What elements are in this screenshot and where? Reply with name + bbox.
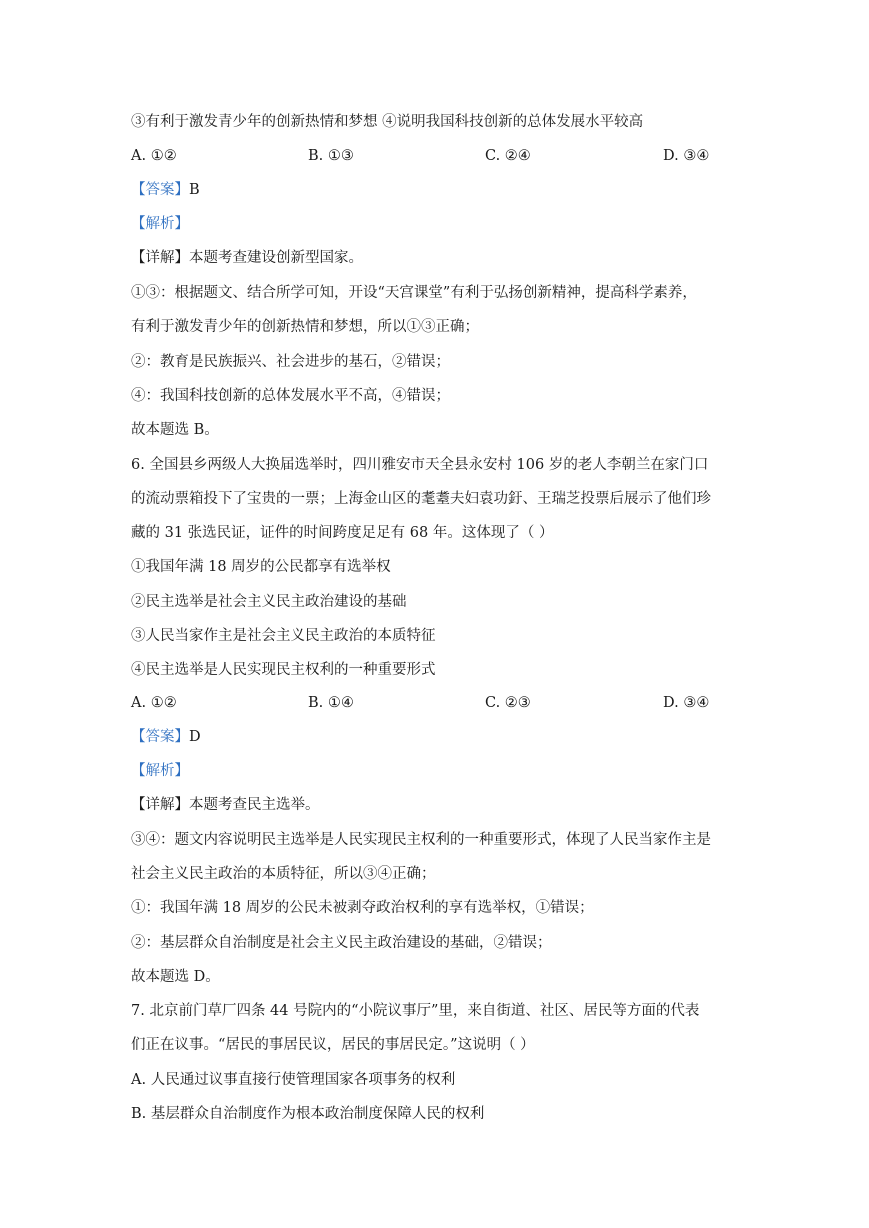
q6-explanation-1-line-2: 社会主义民主政治的本质特征，所以③④正确； <box>131 866 436 882</box>
q5-explanation-3: ④：我国科技创新的总体发展水平不高，④错误； <box>131 388 450 404</box>
q5-analysis-tag: 【解析】 <box>131 216 189 232</box>
q6-stem-line-1: 6. 全国县乡两级人大换届选举时，四川雅安市天全县永安村 106 岁的老人李朝兰在家门口 <box>131 457 709 473</box>
q6-conclusion: 故本题选 D。 <box>131 969 220 985</box>
q5-detail: 【详解】本题考查建设创新型国家。 <box>131 250 363 266</box>
q5-explanation-2: ②：教育是民族振兴、社会进步的基石，②错误； <box>131 354 450 370</box>
q5-answer-value: B <box>189 182 200 198</box>
q6-option-b: B. ①④ <box>308 695 354 711</box>
q6-statement-3: ③人民当家作主是社会主义民主政治的本质特征 <box>131 628 436 644</box>
q7-stem-line-2: 们正在议事。“居民的事居民议，居民的事居民定。”这说明（ ） <box>131 1037 535 1053</box>
q5-conclusion: 故本题选 B。 <box>131 422 219 438</box>
q6-option-a: A. ①② <box>131 695 177 711</box>
q7-option-b: B. 基层群众自治制度作为根本政治制度保障人民的权利 <box>131 1106 485 1122</box>
q5-answer-tag: 【答案】 <box>131 182 189 198</box>
q6-explanation-2: ①：我国年满 18 周岁的公民未被剥夺政治权利的享有选举权，①错误； <box>131 900 594 916</box>
q5-option-b: B. ①③ <box>308 148 354 164</box>
q6-stem-line-2: 的流动票箱投下了宝贵的一票；上海金山区的耄耋夫妇袁功釪、王瑞芝投票后展示了他们珍 <box>131 491 711 507</box>
q6-explanation-1-line-1: ③④：题文内容说明民主选举是人民实现民主权利的一种重要形式，体现了人民当家作主是 <box>131 832 711 848</box>
q6-option-d: D. ③④ <box>663 695 710 711</box>
q6-detail: 【详解】本题考查民主选举。 <box>131 797 320 813</box>
q7-option-a: A. 人民通过议事直接行使管理国家各项事务的权利 <box>131 1072 456 1088</box>
q5-option-a: A. ①② <box>131 148 177 164</box>
q5-explanation-1-line-2: 有利于激发青少年的创新热情和梦想，所以①③正确； <box>131 319 479 335</box>
q6-statement-4: ④民主选举是人民实现民主权利的一种重要形式 <box>131 662 436 678</box>
q6-statement-1: ①我国年满 18 周岁的公民都享有选举权 <box>131 559 391 575</box>
q6-option-c: C. ②③ <box>485 695 531 711</box>
q6-answer <box>131 727 201 747</box>
q5-option-d: D. ③④ <box>663 148 710 164</box>
q5-option-c: C. ②④ <box>485 148 531 164</box>
q6-answer-tag: 【答案】 <box>131 729 189 745</box>
q6-analysis-tag: 【解析】 <box>131 763 189 779</box>
q7-stem-line-1: 7. 北京前门草厂四条 44 号院内的“小院议事厅”里，来自街道、社区、居民等方面的代表 <box>131 1003 700 1019</box>
q6-answer-value: D <box>189 729 201 745</box>
q6-options <box>131 693 751 713</box>
q6-stem-line-3: 藏的 31 张选民证，证件的时间跨度足足有 68 年。这体现了（ ） <box>131 525 554 541</box>
q5-explanation-1-line-1: ①③：根据题文、结合所学可知，开设“天宫课堂”有利于弘扬创新精神，提高科学素养， <box>131 285 697 301</box>
q6-statement-2: ②民主选举是社会主义民主政治建设的基础 <box>131 594 407 610</box>
q5-answer <box>131 180 200 200</box>
q5-options <box>131 146 751 166</box>
q6-explanation-3: ②：基层群众自治制度是社会主义民主政治建设的基础，②错误； <box>131 935 552 951</box>
q5-statement-line: ③有利于激发青少年的创新热情和梦想 ④说明我国科技创新的总体发展水平较高 <box>131 114 644 130</box>
